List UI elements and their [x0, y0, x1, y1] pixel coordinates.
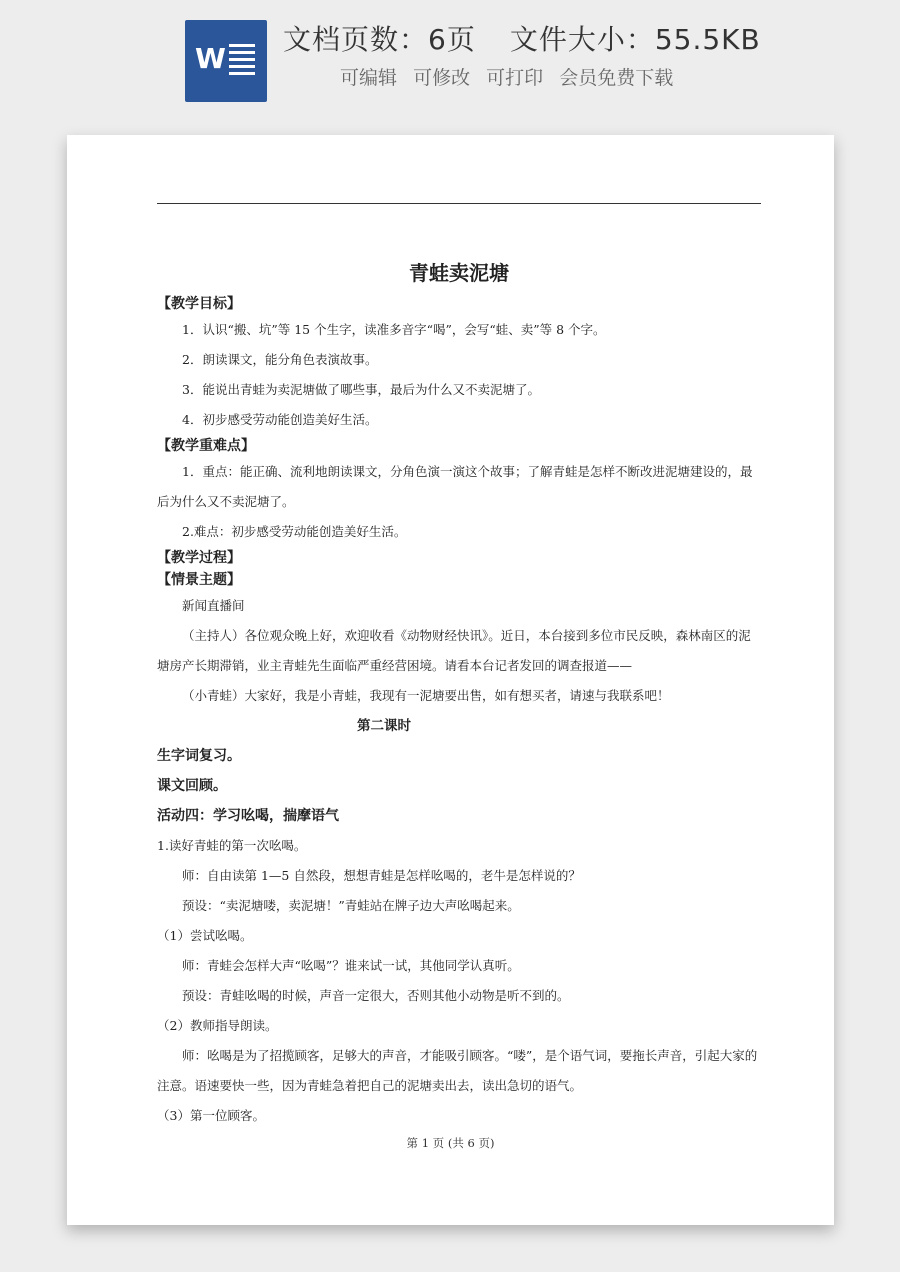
document-title: 青蛙卖泥塘: [409, 261, 509, 285]
feature-modifiable: 可修改: [413, 67, 471, 89]
review-words-heading: 生字词复习。: [157, 748, 241, 764]
section-heading-keypoints: 【教学重难点】: [157, 438, 255, 454]
page-count-text: 文档页数：6页: [283, 23, 476, 56]
goal-item: 4．初步感受劳动能创造美好生活。: [182, 412, 378, 427]
section-heading-process: 【教学过程】: [157, 550, 241, 566]
activity-paragraph: （2）教师指导朗读。: [157, 1018, 278, 1033]
keypoint-item: 1．重点：能正确、流利地朗读课文，分角色演一演这个故事；了解青蛙是怎样不断改进泥塘建设的，最后为什么又不卖泥塘了。: [157, 464, 753, 509]
activity-paragraph: 1.读好青蛙的第一次吆喝。: [157, 838, 307, 853]
activity-paragraph: 师：吆喝是为了招揽顾客，足够大的声音，才能吸引顾客。“喽”，是个语气词，要拖长声音，引起大家的注意。语速要快一些，因为青蛙急着把自己的泥塘卖出去，读出急切的语气。: [157, 1048, 758, 1093]
page-footer: 第 1 页 (共 6 页): [406, 1136, 495, 1150]
feature-member-download: 会员免费下载: [559, 67, 674, 89]
section-heading-goals: 【教学目标】: [157, 296, 241, 312]
activity-paragraph: （3）第一位顾客。: [157, 1108, 265, 1123]
word-logo-letter: W: [195, 42, 226, 75]
header-rule: [157, 203, 761, 204]
lesson-two-heading: 第二课时: [357, 718, 411, 734]
scene-paragraph: 新闻直播间: [182, 598, 245, 613]
document-page: [67, 135, 834, 1225]
scene-paragraph: （小青蛙）大家好，我是小青蛙，我现有一泥塘要出售，如有想买者，请速与我联系吧！: [182, 688, 670, 703]
feature-list: [340, 64, 683, 92]
keypoint-item: 2.难点：初步感受劳动能创造美好生活。: [182, 524, 407, 539]
feature-printable: 可打印: [486, 67, 544, 89]
file-size-text: 文件大小：55.5KB: [509, 23, 761, 56]
goal-item: 3．能说出青蛙为卖泥塘做了哪些事，最后为什么又不卖泥塘了。: [182, 382, 540, 397]
download-banner: [0, 0, 900, 120]
activity-four-heading: 活动四：学习吆喝，揣摩语气: [157, 808, 339, 824]
section-heading-scene: 【情景主题】: [157, 572, 241, 588]
activity-paragraph: 预设：青蛙吆喝的时候，声音一定很大，否则其他小动物是听不到的。: [182, 988, 570, 1003]
activity-paragraph: 师：自由读第 1—5 自然段，想想青蛙是怎样吆喝的，老牛是怎样说的？: [182, 868, 581, 883]
scene-paragraph: （主持人）各位观众晚上好，欢迎收看《动物财经快讯》。近日，本台接到多位市民反映，森林南区的泥塘房产长期滞销，业主青蛙先生面临严重经营困境。请看本台记者发回的调查报道——: [157, 628, 751, 673]
document-body: [157, 255, 761, 1131]
activity-paragraph: （1）尝试吆喝。: [157, 928, 253, 943]
activity-paragraph: 预设：“卖泥塘喽，卖泥塘！”青蛙站在牌子边大声吆喝起来。: [182, 898, 520, 913]
word-document-icon: [185, 20, 267, 102]
document-lines-icon: [229, 44, 255, 78]
goal-item: 1．认识“搬、坑”等 15 个生字，读准多音字“喝”，会写“蛙、卖”等 8 个字。: [182, 322, 606, 337]
goal-item: 2．朗读课文，能分角色表演故事。: [182, 352, 378, 367]
review-text-heading: 课文回顾。: [157, 778, 227, 794]
file-info: [283, 20, 761, 60]
activity-paragraph: 师：青蛙会怎样大声“吆喝”？谁来试一试，其他同学认真听。: [182, 958, 520, 973]
feature-editable: 可编辑: [340, 67, 398, 89]
